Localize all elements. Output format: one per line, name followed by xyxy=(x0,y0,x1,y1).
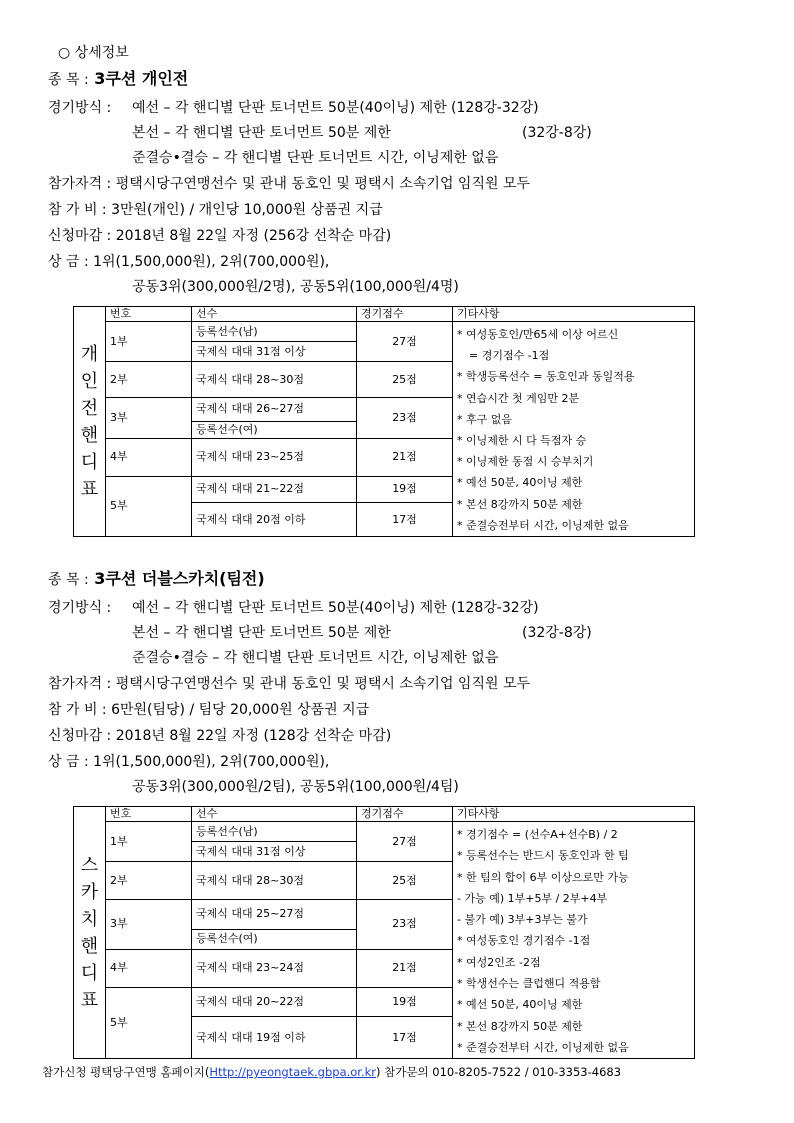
player-cell: 등록선수(여) xyxy=(192,421,357,438)
vertical-char: 핸 xyxy=(80,424,99,446)
table-row xyxy=(74,822,695,842)
qualification-value: 평택시당구연맹선수 및 관내 동호인 및 평택시 소속기업 임직원 모두 xyxy=(115,676,530,692)
player-cell: 국제식 대대 21~22점 xyxy=(192,476,357,503)
fee-value: 6만원(팀당) / 팀당 20,000원 상품권 지급 xyxy=(111,702,370,718)
player-cell: 국제식 대대 31점 이상 xyxy=(192,842,357,862)
vertical-char: 카 xyxy=(80,881,99,903)
vertical-char: 스 xyxy=(80,854,99,876)
qualification-label: 참가자격 : xyxy=(48,676,112,692)
score-cell: 21점 xyxy=(357,438,453,476)
event-label: 종 목 : xyxy=(48,72,89,88)
vertical-char: 개 xyxy=(80,343,99,365)
vertical-char: 표 xyxy=(80,989,99,1011)
vertical-char: 디 xyxy=(80,451,99,473)
grade-cell: 2부 xyxy=(106,362,192,398)
score-cell: 27점 xyxy=(357,322,453,362)
method-line: 본선 – 각 핸디별 단판 토너먼트 50분 제한 xyxy=(132,125,391,141)
vertical-char: 디 xyxy=(80,962,99,984)
note-line: * 예선 50분, 40이닝 제한 xyxy=(457,998,583,1012)
note-line: * 등록선수는 반드시 동호인과 한 팀 xyxy=(457,849,629,863)
header-player: 선수 xyxy=(192,307,357,322)
header-grade: 번호 xyxy=(106,807,192,822)
fee-label: 참 가 비 : xyxy=(48,702,107,718)
score-cell: 23점 xyxy=(357,900,453,950)
qualification-value: 평택시당구연맹선수 및 관내 동호인 및 평택시 소속기업 임직원 모두 xyxy=(115,176,530,192)
player-cell: 국제식 대대 23~25점 xyxy=(192,438,357,476)
method-line-range: (32강-8강) xyxy=(522,625,592,641)
event-title-individual xyxy=(48,70,188,89)
deadline-value: 2018년 8월 22일 자정 (256강 선착순 마감) xyxy=(115,228,392,244)
header-player: 선수 xyxy=(192,807,357,822)
notes-cell xyxy=(453,822,695,1059)
grade-cell: 4부 xyxy=(106,438,192,476)
deadline-label: 신청마감 : xyxy=(48,228,112,244)
note-line: - 가능 예) 1부+5부 / 2부+4부 xyxy=(457,891,608,905)
event-value: 3쿠션 더블스카치(팀전) xyxy=(94,569,265,588)
note-line: = 경기점수 -1점 xyxy=(469,349,550,363)
player-cell: 국제식 대대 26~27점 xyxy=(192,398,357,422)
deadline-value: 2018년 8월 22일 자정 (128강 선착순 마감) xyxy=(115,728,392,744)
table-header-row xyxy=(74,307,695,322)
note-line: * 여성2인조 -2점 xyxy=(457,955,541,969)
note-line: * 본선 8강까지 50분 제한 xyxy=(457,1019,583,1033)
table-row xyxy=(74,322,695,342)
fee-value: 3만원(개인) / 개인당 10,000원 상품권 지급 xyxy=(111,202,383,218)
score-cell: 21점 xyxy=(357,949,453,987)
note-line: * 학생등록선수 = 동호인과 동일적용 xyxy=(457,370,635,384)
fee-label: 참 가 비 : xyxy=(48,202,107,218)
note-line: - 불가 예) 3부+3부는 불가 xyxy=(457,913,588,927)
event-value: 3쿠션 개인전 xyxy=(94,69,189,88)
method-line: 준결승•결승 – 각 핸디별 단판 토너먼트 시간, 이닝제한 없음 xyxy=(132,150,499,166)
player-cell: 국제식 대대 20점 이하 xyxy=(192,503,357,537)
vertical-title xyxy=(74,807,106,1059)
qualification-label: 참가자격 : xyxy=(48,176,112,192)
qualification-row xyxy=(48,175,530,193)
note-line: * 이닝제한 시 다 득점자 승 xyxy=(457,434,587,448)
deadline-row xyxy=(48,727,391,745)
header-notes: 기타사항 xyxy=(453,307,695,322)
score-cell: 17점 xyxy=(357,503,453,537)
method-line: 예선 – 각 핸디별 단판 토너먼트 50분(40이닝) 제한 (128강-32강) xyxy=(132,100,539,116)
note-line: * 경기점수 = (선수A+선수B) / 2 xyxy=(457,828,618,841)
player-cell: 등록선수(남) xyxy=(192,822,357,842)
grade-cell: 3부 xyxy=(106,398,192,439)
prize-row xyxy=(48,253,329,271)
vertical-char: 전 xyxy=(80,397,99,419)
deadline-label: 신청마감 : xyxy=(48,728,112,744)
grade-cell: 2부 xyxy=(106,862,192,900)
score-cell: 25점 xyxy=(357,862,453,900)
score-cell: 19점 xyxy=(357,987,453,1017)
vertical-char: 인 xyxy=(80,370,99,392)
vertical-char: 핸 xyxy=(80,935,99,957)
note-line: * 준결승전부터 시간, 이닝제한 없음 xyxy=(457,1040,629,1054)
handicap-table-scotch xyxy=(73,806,695,1059)
grade-cell: 5부 xyxy=(106,987,192,1059)
qualification-row xyxy=(48,675,530,693)
player-cell: 국제식 대대 28~30점 xyxy=(192,362,357,398)
prize-label: 상 금 : xyxy=(48,254,89,270)
player-cell: 국제식 대대 19점 이하 xyxy=(192,1017,357,1059)
note-line: * 이닝제한 동점 시 승부치기 xyxy=(457,455,594,469)
note-line: * 한 팀의 합이 6부 이상으로만 가능 xyxy=(457,870,629,884)
method-label: 경기방식 : xyxy=(48,600,112,616)
method-label: 경기방식 : xyxy=(48,100,112,116)
player-cell: 등록선수(여) xyxy=(192,929,357,949)
method-line: 본선 – 각 핸디별 단판 토너먼트 50분 제한 xyxy=(132,625,391,641)
note-line: * 후구 없음 xyxy=(457,412,512,426)
fee-row xyxy=(48,701,369,719)
header-score: 경기점수 xyxy=(357,807,453,822)
table-header-row xyxy=(74,807,695,822)
homepage-link[interactable]: Http://pyeongtaek.gbpa.or.kr xyxy=(209,1065,377,1079)
notes-cell xyxy=(453,322,695,537)
player-cell: 국제식 대대 23~24점 xyxy=(192,949,357,987)
score-cell: 17점 xyxy=(357,1017,453,1059)
note-line: * 학생선수는 클럽핸디 적용함 xyxy=(457,977,601,991)
score-cell: 23점 xyxy=(357,398,453,439)
detail-header-title: 상세정보 xyxy=(74,45,129,61)
header-grade: 번호 xyxy=(106,307,192,322)
score-cell: 27점 xyxy=(357,822,453,862)
note-line: * 연습시간 첫 게임만 2분 xyxy=(457,391,580,405)
grade-cell: 1부 xyxy=(106,322,192,362)
player-cell: 국제식 대대 28~30점 xyxy=(192,862,357,900)
player-cell: 국제식 대대 25~27점 xyxy=(192,900,357,930)
circle-bullet-icon: ○ xyxy=(58,45,71,61)
vertical-char: 표 xyxy=(80,478,99,500)
method-line: 예선 – 각 핸디별 단판 토너먼트 50분(40이닝) 제한 (128강-32강) xyxy=(132,600,539,616)
header-score: 경기점수 xyxy=(357,307,453,322)
grade-cell: 4부 xyxy=(106,949,192,987)
footer-text: 참가신청 평택당구연맹 홈페이지( xyxy=(42,1065,210,1079)
footer-contact xyxy=(42,1064,621,1080)
score-cell: 25점 xyxy=(357,362,453,398)
event-title-team xyxy=(48,570,265,589)
note-line: * 본선 8강까지 50분 제한 xyxy=(457,497,583,511)
detail-header xyxy=(58,44,129,62)
note-line: * 여성동호인/만65세 이상 어르신 xyxy=(457,328,619,341)
player-cell: 등록선수(남) xyxy=(192,322,357,342)
score-cell: 19점 xyxy=(357,476,453,503)
method-line: 준결승•결승 – 각 핸디별 단판 토너먼트 시간, 이닝제한 없음 xyxy=(132,650,499,666)
player-cell: 국제식 대대 20~22점 xyxy=(192,987,357,1017)
vertical-title xyxy=(74,307,106,537)
vertical-char: 치 xyxy=(80,908,99,930)
prize-line: 공동3위(300,000원/2명), 공동5위(100,000원/4명) xyxy=(132,279,459,295)
fee-row xyxy=(48,201,383,219)
footer-contact-text: ) 참가문의 010-8205-7522 / 010-3353-4683 xyxy=(376,1065,622,1079)
prize-value: 1위(1,500,000원), 2위(700,000원), xyxy=(93,754,330,770)
deadline-row xyxy=(48,227,391,245)
grade-cell: 3부 xyxy=(106,900,192,950)
prize-line: 공동3위(300,000원/2팀), 공동5위(100,000원/4팀) xyxy=(132,779,459,795)
method-line-range: (32강-8강) xyxy=(522,125,592,141)
grade-cell: 5부 xyxy=(106,476,192,537)
grade-cell: 1부 xyxy=(106,822,192,862)
prize-label: 상 금 : xyxy=(48,754,89,770)
note-line: * 여성동호인 경기점수 -1점 xyxy=(457,934,591,948)
event-label: 종 목 : xyxy=(48,572,89,588)
note-line: * 준결승전부터 시간, 이닝제한 없음 xyxy=(457,518,629,532)
handicap-table-individual xyxy=(73,306,695,537)
prize-value: 1위(1,500,000원), 2위(700,000원), xyxy=(93,254,330,270)
player-cell: 국제식 대대 31점 이상 xyxy=(192,342,357,362)
prize-row xyxy=(48,753,329,771)
header-notes: 기타사항 xyxy=(453,807,695,822)
note-line: * 예선 50분, 40이닝 제한 xyxy=(457,476,583,490)
